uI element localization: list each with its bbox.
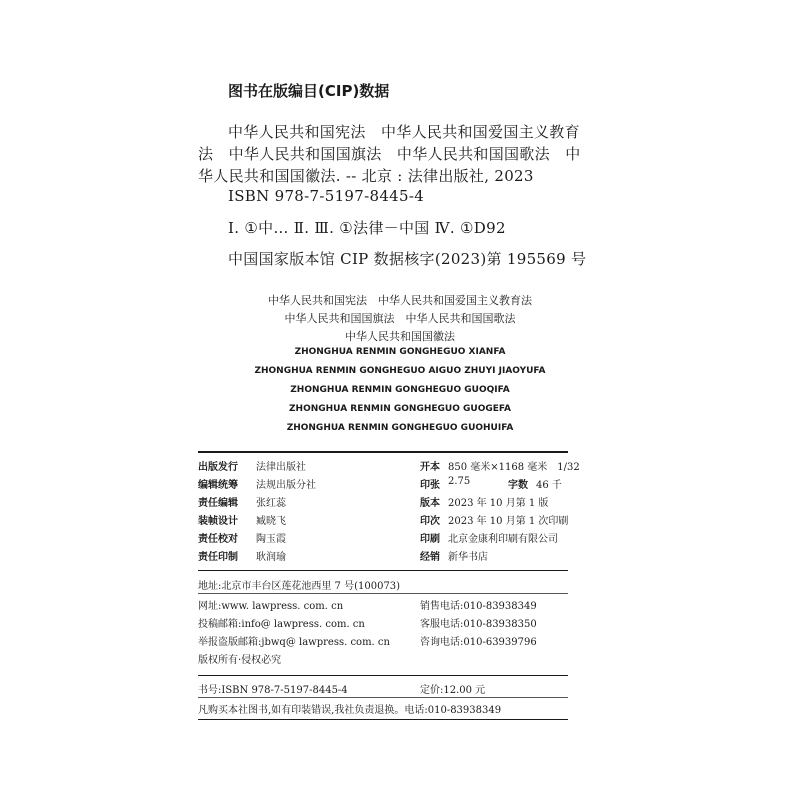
- spec-label-format: 开本: [420, 462, 440, 473]
- spec-label-distributor: 经销: [420, 552, 440, 563]
- cip-title-line-3: 华人民共和国国徽法. -- 北京 : 法律出版社, 2023: [198, 167, 534, 185]
- publisher-address: 地址:北京市丰台区莲花池西里 7 号(100073): [198, 581, 401, 592]
- book-title-cn-2: 中华人民共和国国旗法 中华人民共和国国歌法: [284, 312, 516, 325]
- publisher-website: 网址:www. lawpress. com. cn: [198, 601, 344, 612]
- book-title-pinyin-5: ZHONGHUA RENMIN GONGHEGUO GUOHUIFA: [286, 423, 514, 433]
- spec-value-printing: 2023 年 10 月第 1 次印刷: [448, 516, 569, 527]
- consult-phone: 咨询电话:010-63939796: [420, 637, 537, 648]
- spec-value-publisher: 法律出版社: [256, 462, 306, 473]
- footer-bottom-rule: [198, 719, 568, 720]
- spec-label-editorial-coordination: 编辑统筹: [198, 480, 238, 491]
- book-title-cn-1: 中华人民共和国宪法 中华人民共和国爱国主义教育法: [268, 294, 532, 307]
- cip-heading: 图书在版编目(CIP)数据: [228, 82, 390, 100]
- cip-verification-number: 中国国家版本馆 CIP 数据核字(2023)第 195569 号: [228, 250, 587, 268]
- book-title-pinyin-1: ZHONGHUA RENMIN GONGHEGUO XIANFA: [294, 347, 506, 357]
- book-title-pinyin-4: ZHONGHUA RENMIN GONGHEGUO GUOGEFA: [289, 404, 511, 414]
- footer-top-rule: [198, 675, 568, 676]
- spec-label-edition: 版本: [420, 498, 440, 509]
- contact-divider: [198, 593, 568, 594]
- book-title-pinyin-2: ZHONGHUA RENMIN GONGHEGUO AIGUO ZHUYI JIAOYUFA: [254, 366, 546, 376]
- spec-value-editor: 张红蕊: [256, 498, 286, 509]
- cip-title-line-1: 中华人民共和国宪法 中华人民共和国爱国主义教育: [228, 123, 580, 141]
- submission-email: 投稿邮箱:info@ lawpress. com. cn: [198, 619, 365, 630]
- return-policy-notice: 凡购买本社图书,如有印装错误,我社负责退换。电话:010-83938349: [198, 705, 502, 716]
- cip-classification: Ⅰ. ①中… Ⅱ. Ⅲ. ①法律－中国 Ⅳ. ①D92: [228, 219, 506, 237]
- spec-label-sheets: 印张: [420, 480, 440, 491]
- spec-value-distributor: 新华书店: [448, 552, 488, 563]
- book-title-cn-3: 中华人民共和国国徽法: [345, 330, 455, 343]
- spec-value-printer: 北京金康利印刷有限公司: [448, 534, 558, 545]
- spec-label-publisher: 出版发行: [198, 462, 238, 473]
- cip-title-line-2: 法 中华人民共和国国旗法 中华人民共和国国歌法 中: [198, 145, 581, 163]
- service-phone: 客服电话:010-83938350: [420, 619, 537, 630]
- spec-value-printing-supervisor: 耿润瑜: [256, 552, 286, 563]
- spec-value-sheets: 2.75: [448, 476, 471, 487]
- spec-value-proofreader: 陶玉霞: [256, 534, 286, 545]
- spec-label-proofreader: 责任校对: [198, 534, 238, 545]
- spec-value-design: 臧晓飞: [256, 516, 286, 527]
- contact-top-rule: [198, 570, 568, 571]
- book-title-pinyin-3: ZHONGHUA RENMIN GONGHEGUO GUOQIFA: [290, 385, 510, 395]
- spec-label-design: 装帧设计: [198, 516, 238, 527]
- cip-isbn-line: ISBN 978-7-5197-8445-4: [228, 187, 425, 205]
- piracy-report-email: 举报盗版邮箱:jbwq@ lawpress. com. cn: [198, 637, 390, 648]
- spec-value-editorial-coordination: 法规出版分社: [256, 480, 316, 491]
- sales-phone: 销售电话:010-83938349: [420, 601, 537, 612]
- spec-value-word-count: 46 千: [536, 480, 562, 491]
- book-price: 定价:12.00 元: [420, 685, 486, 696]
- spec-value-format: 850 毫米×1168 毫米 1/32: [448, 462, 580, 473]
- spec-value-edition: 2023 年 10 月第 1 版: [448, 498, 549, 509]
- footer-divider: [198, 697, 568, 698]
- specs-top-rule: [198, 451, 568, 453]
- spec-label-printing: 印次: [420, 516, 440, 527]
- spec-label-editor: 责任编辑: [198, 498, 238, 509]
- book-number: 书号:ISBN 978-7-5197-8445-4: [198, 685, 348, 696]
- spec-label-printing-supervisor: 责任印制: [198, 552, 238, 563]
- spec-label-printer: 印刷: [420, 534, 440, 545]
- copyright-notice: 版权所有·侵权必究: [198, 655, 282, 666]
- spec-label-word-count: 字数: [508, 480, 528, 491]
